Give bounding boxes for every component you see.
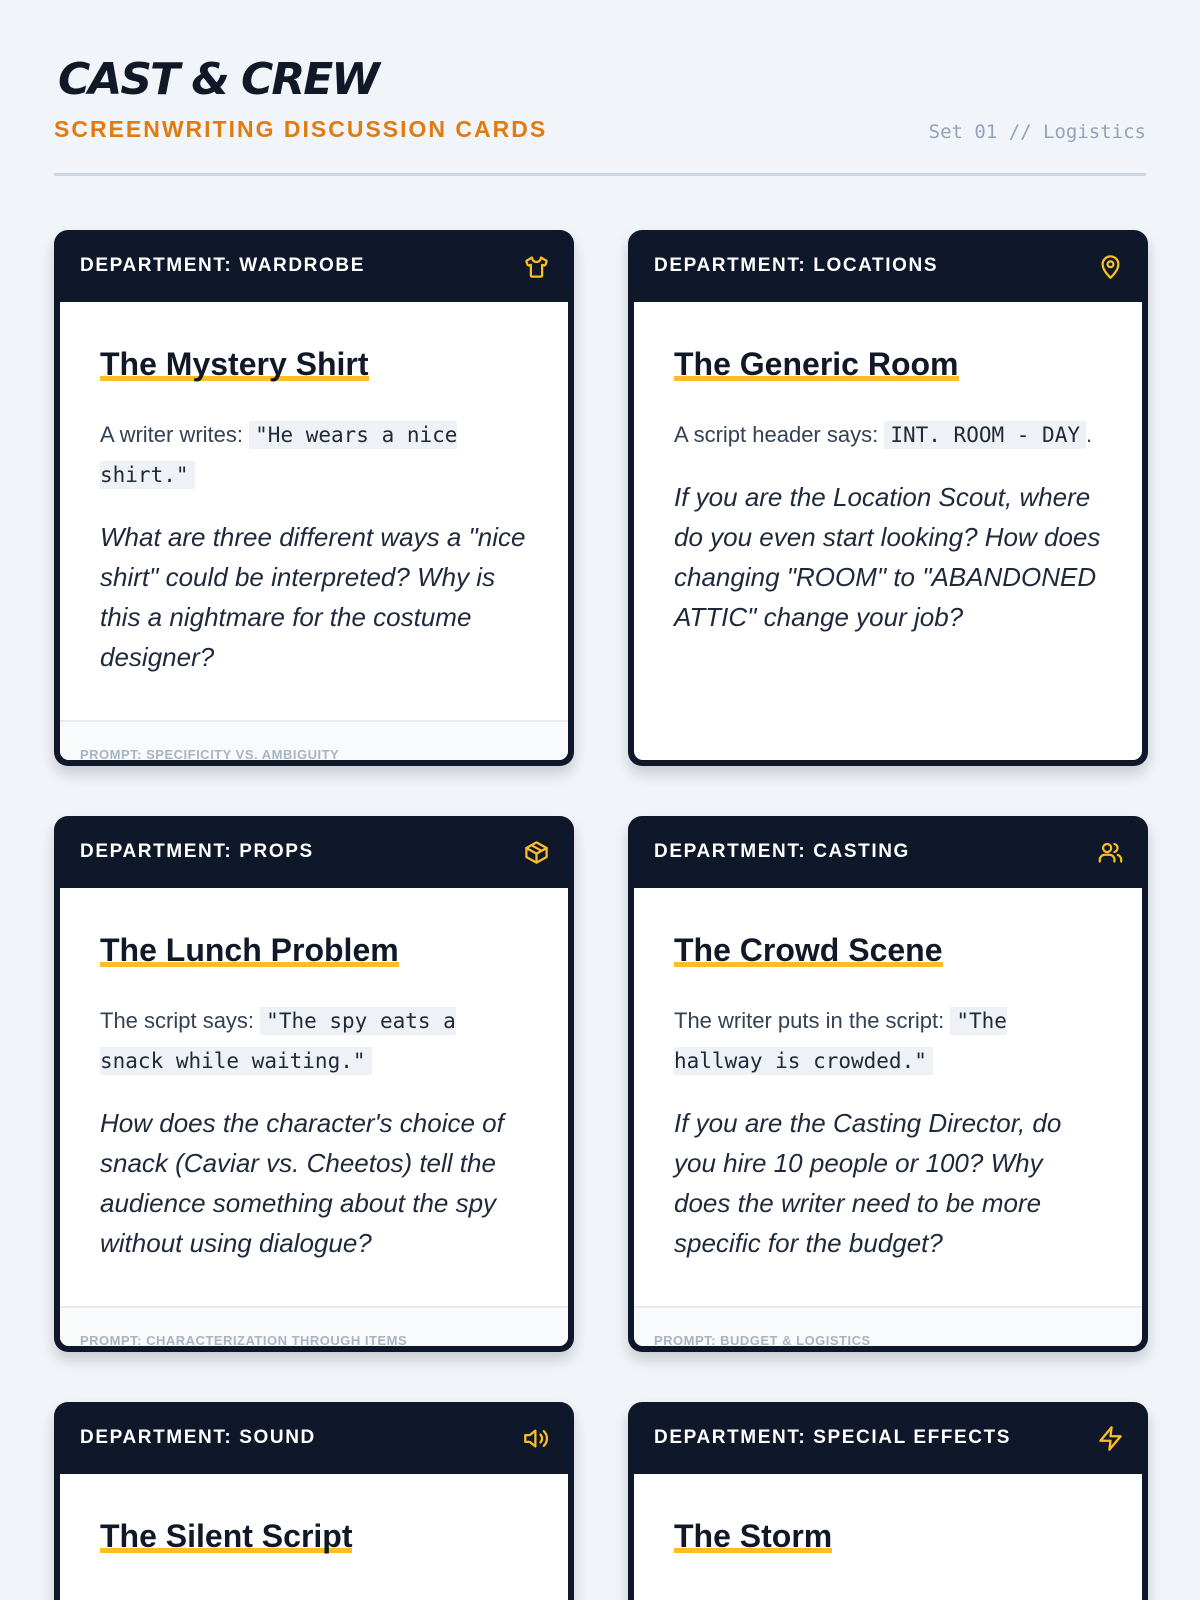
card-setup [100,415,528,495]
card-setup [674,1001,1102,1081]
card-casting[interactable] [628,816,1148,1352]
card-locations[interactable] [628,230,1148,766]
setup-code: INT. ROOM - DAY [884,421,1086,449]
card-title: The Lunch Problem [100,932,399,968]
card-title: The Crowd Scene [674,932,943,968]
card-wardrobe[interactable] [54,230,574,766]
card-title: The Generic Room [674,346,959,382]
card-grid [54,176,1146,1600]
set-label: Set 01 // Logistics [928,121,1146,143]
card-body [60,1474,568,1600]
card-setup [100,1001,528,1081]
card-header [60,230,568,302]
lightning-icon [1096,1424,1124,1452]
card-title: The Mystery Shirt [100,346,369,382]
speaker-icon [522,1424,550,1452]
card-header [634,230,1142,302]
page-title: CAST & CREW [58,54,378,105]
card-header [60,816,568,888]
setup-code: "The spy eats a snack while waiting." [100,1009,456,1073]
card-body [634,888,1142,1346]
card-footer: PROMPT: CHARACTERIZATION THROUGH ITEMS [60,1306,568,1346]
department-label: DEPARTMENT: SPECIAL EFFECTS [654,1427,1012,1448]
setup-text: A script header says: [674,422,879,447]
setup-code: "He wears a nice shirt." [100,423,458,487]
department-label: DEPARTMENT: LOCATIONS [654,255,939,276]
card-header [634,1402,1142,1474]
setup-end: . [1086,422,1093,447]
users-icon [1096,838,1124,866]
setup-text: The writer puts in the script: [674,1008,945,1033]
card-title: The Silent Script [100,1518,353,1554]
card-footer: PROMPT: BUDGET & LOGISTICS [634,1306,1142,1346]
card-question: What are three different ways a "nice shirt" could be interpreted? Why is this a nightmare for the costume designer? [100,522,526,672]
card-body [60,302,568,760]
card-title: The Storm [674,1518,833,1554]
setup-text: A writer writes: [100,422,244,447]
card-header [634,816,1142,888]
box-icon [522,838,550,866]
setup-code: "The hallway is crowded." [674,1009,1007,1073]
card-footer: PROMPT: SPECIFICITY VS. AMBIGUITY [60,720,568,760]
department-label: DEPARTMENT: PROPS [80,841,314,862]
card-question: If you are the Location Scout, where do you even start looking? How does changing "ROOM" to "ABANDONED ATTIC" change your job? [674,482,1101,632]
card-question: How does the character's choice of snack (Caviar vs. Cheetos) tell the audience something about the spy without using dialogue? [100,1108,504,1258]
department-label: DEPARTMENT: SOUND [80,1427,316,1448]
page-subtitle: SCREENWRITING DISCUSSION CARDS [54,116,548,142]
shirt-icon [522,252,550,280]
map-pin-icon [1096,252,1124,280]
card-header [60,1402,568,1474]
department-label: DEPARTMENT: CASTING [654,841,910,862]
card-question: If you are the Casting Director, do you hire 10 people or 100? Why does the writer need to be more specific for the budget? [674,1108,1062,1258]
setup-text: The script says: [100,1008,255,1033]
card-setup [674,415,1102,455]
page-header [54,0,1146,176]
card-body [634,302,1142,760]
card-body [634,1474,1142,1600]
card-body [60,888,568,1346]
card-props[interactable] [54,816,574,1352]
card-sound[interactable] [54,1402,574,1600]
card-special-effects[interactable] [628,1402,1148,1600]
department-label: DEPARTMENT: WARDROBE [80,255,365,276]
